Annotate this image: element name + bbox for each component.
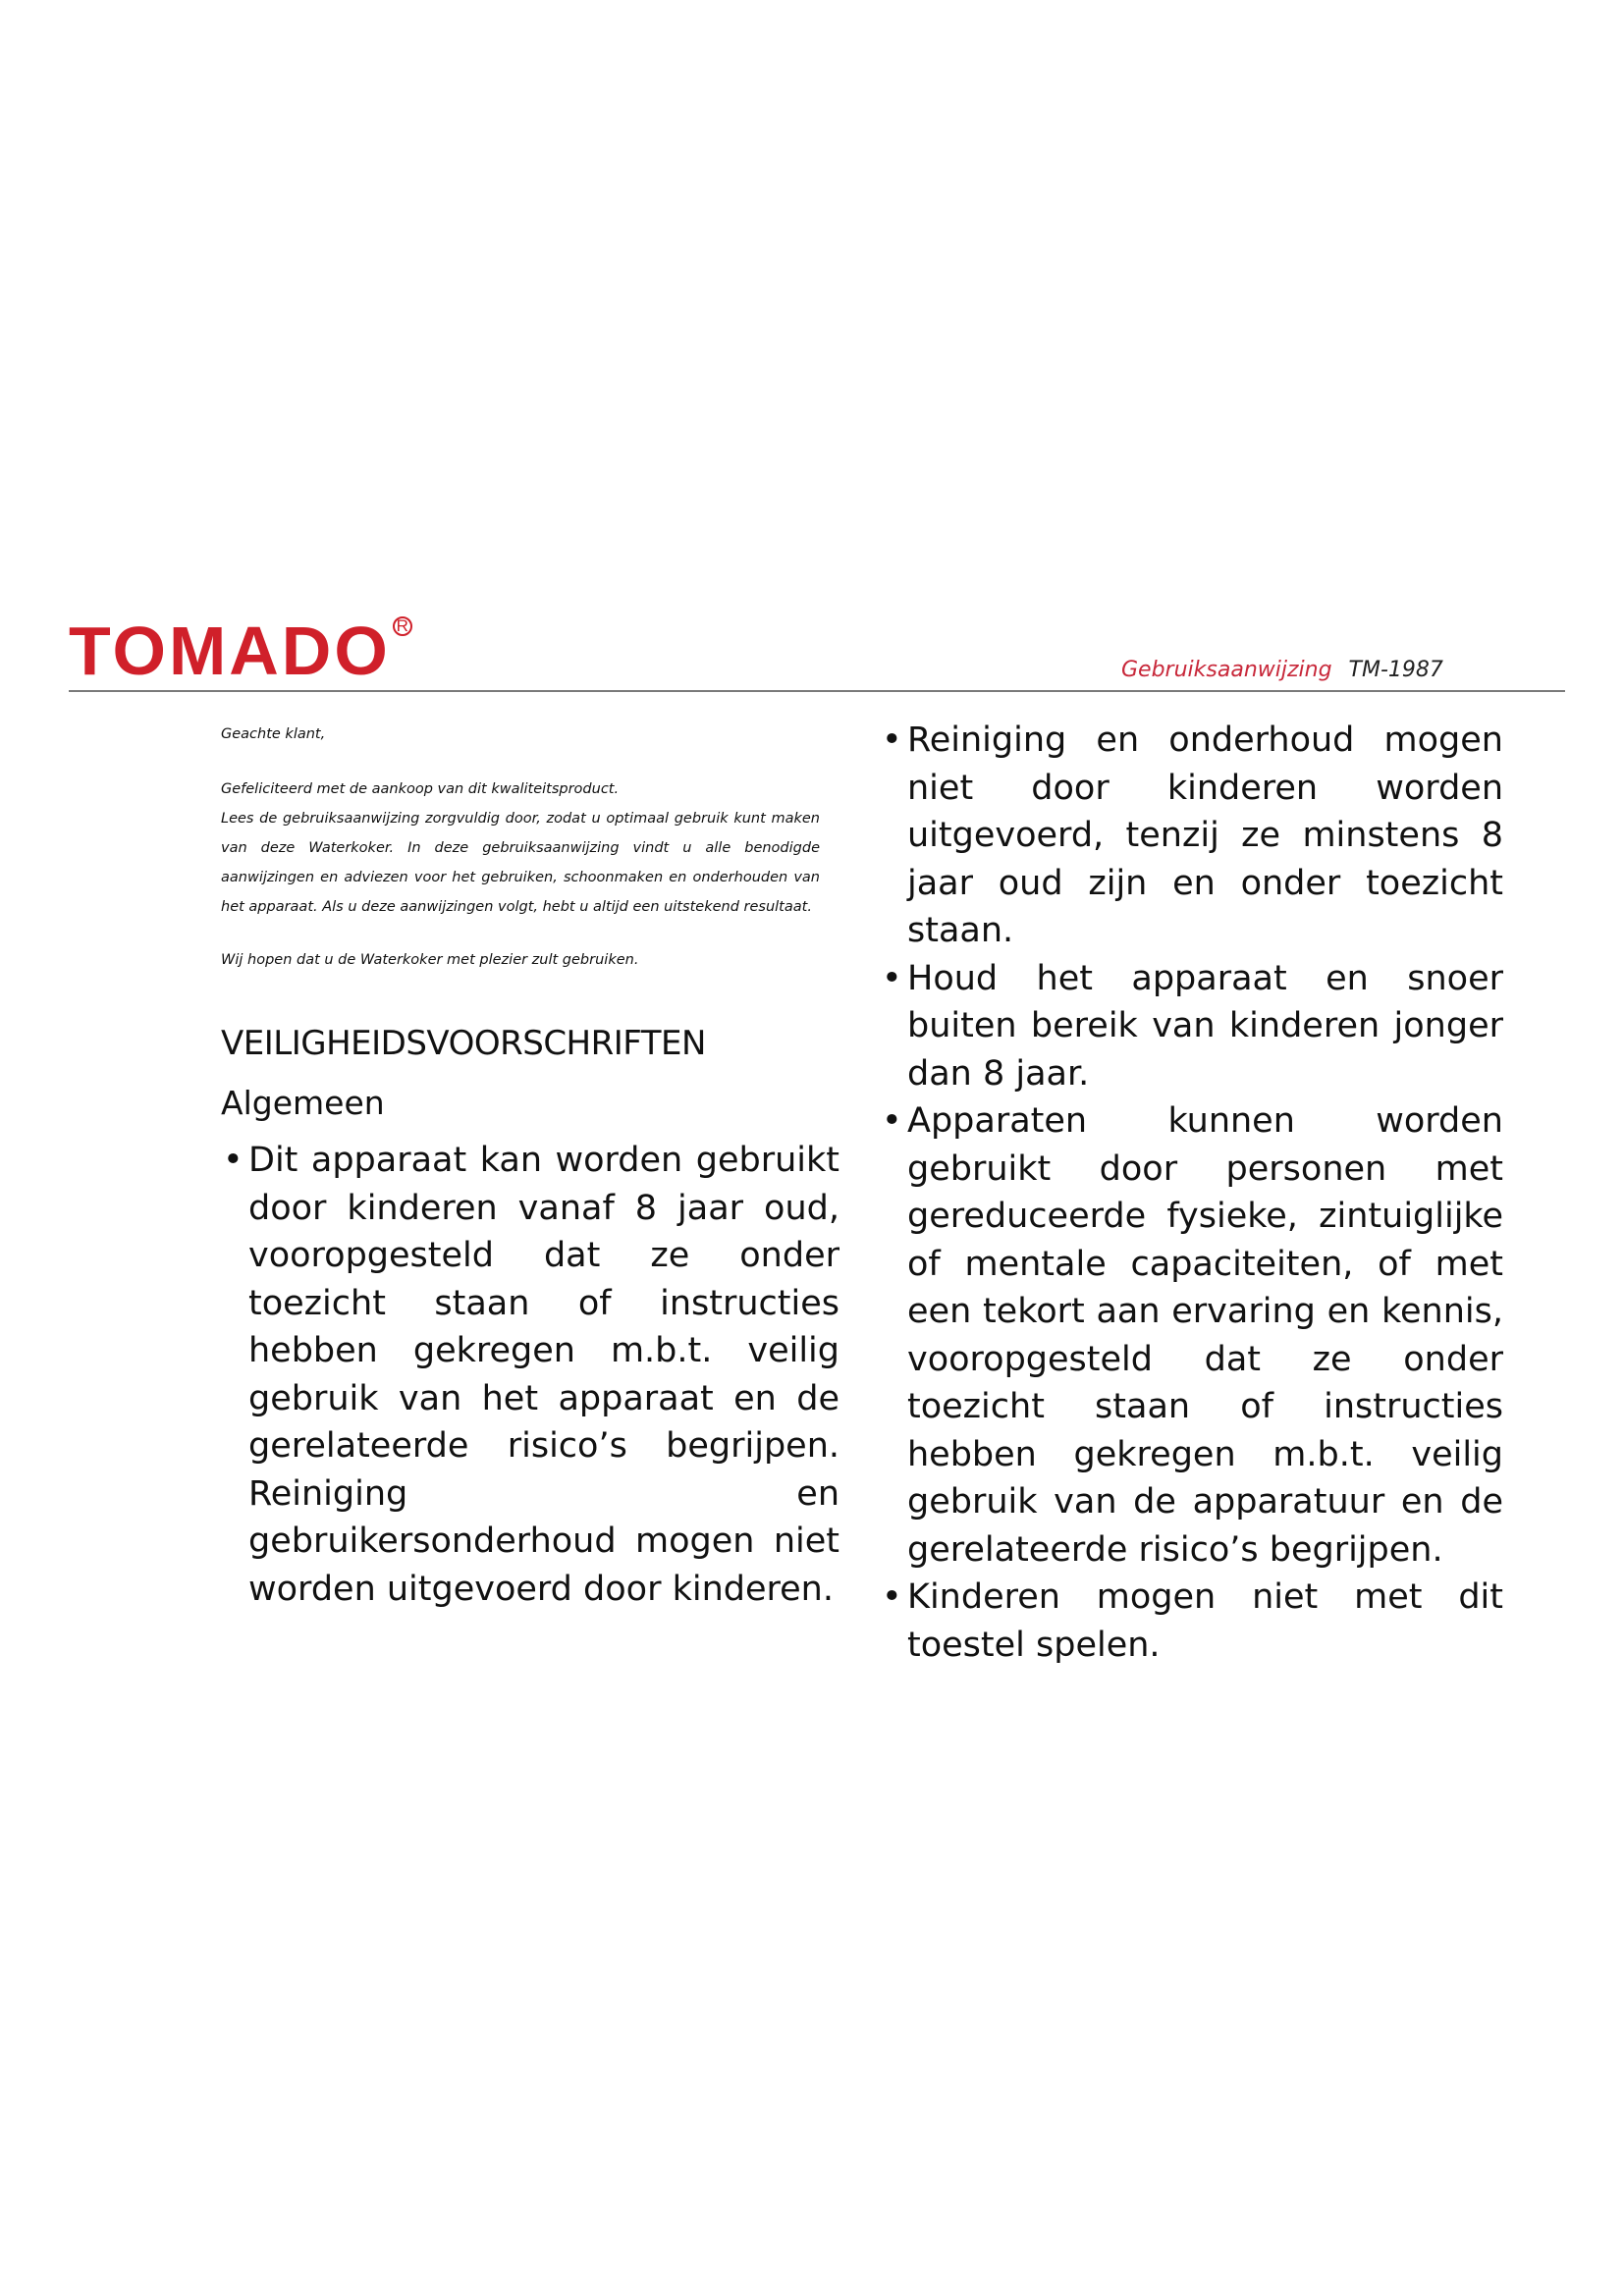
intro-closing: Wij hopen dat u de Waterkoker met plezier zult gebruiken.: [221, 952, 639, 968]
header-divider: [69, 690, 1565, 692]
document-header: [1121, 658, 1443, 682]
model-number: TM-1987: [1348, 658, 1443, 682]
left-bullet-list: [221, 1137, 839, 1613]
right-column: [880, 717, 1503, 1669]
bullet-item: • Apparaten kunnen worden gebruikt door personen met gereduceerde fysieke, zintuiglijke of mentale capaciteiten, of met een tekort aan ervaring en kennis, vooropgesteld dat ze onder toezicht staan of instructies hebben gekregen m.b.t. veilig gebruik van de apparatuur en de gerelateerde risico’s begrijpen.: [880, 1097, 1503, 1574]
intro-greeting: Geachte klant,: [221, 726, 326, 742]
intro-congrats: Gefeliciteerd met de aankoop van dit kwaliteitsproduct.: [221, 781, 620, 797]
intro-text: [221, 720, 820, 975]
section-title: VEILIGHEIDSVOORSCHRIFTEN: [221, 1024, 706, 1063]
document-type: Gebruiksaanwijzing: [1121, 658, 1332, 682]
bullet-item: • Houd het apparaat en snoer buiten bereik van kinderen jonger dan 8 jaar.: [880, 955, 1503, 1098]
bullet-item: • Dit apparaat kan worden gebruikt door kinderen vanaf 8 jaar oud, vooropgesteld dat ze onder toezicht staan of instructies hebben gekregen m.b.t. veilig gebruik van het apparaat en de gerelateerde risico’s begrijpen. Reiniging en gebruikersonderhoud mogen niet worden uitgevoerd door kinderen.: [221, 1137, 839, 1613]
bullet-item: • Kinderen mogen niet met dit toestel spelen.: [880, 1574, 1503, 1669]
registered-mark: R: [393, 616, 412, 636]
left-column: [221, 1137, 839, 1613]
right-bullet-list: [880, 717, 1503, 1669]
intro-instructions: Lees de gebruiksaanwijzing zorgvuldig door, zodat u optimaal gebruik kunt maken van deze Waterkoker. In deze gebruiksaanwijzing vindt u alle benodigde aanwijzingen en adviezen voor het gebruiken, schoonmaken en onderhouden van het apparaat. Als u deze aanwijzingen volgt, hebt u altijd een uitstekend resultaat.: [221, 811, 820, 915]
brand-logo: [69, 613, 408, 689]
bullet-item: • Reiniging en onderhoud mogen niet door kinderen worden uitgevoerd, tenzij ze minstens 8 jaar oud zijn en onder toezicht staan.: [880, 717, 1503, 955]
brand-name: TOMADO: [69, 613, 391, 689]
section-subtitle: Algemeen: [221, 1084, 385, 1122]
